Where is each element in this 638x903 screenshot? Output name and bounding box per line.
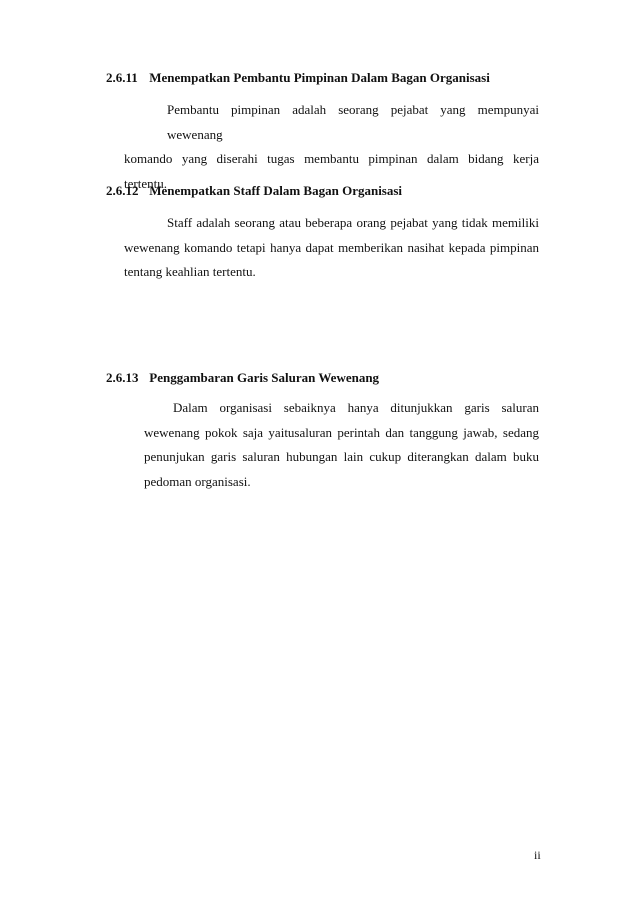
section-number: 2.6.12 bbox=[106, 183, 139, 198]
paragraph-line: wewenang komando tetapi hanya dapat memberikan nasihat kepada pimpinan bbox=[124, 239, 539, 255]
paragraph-line: Pembantu pimpinan adalah seorang pejabat yang mempunyai wewenang bbox=[167, 102, 539, 142]
section-paragraph-2-6-11 bbox=[124, 98, 539, 196]
section-heading-2-6-12 bbox=[106, 183, 402, 199]
section-paragraph-2-6-13 bbox=[144, 396, 539, 494]
section-title: Penggambaran Garis Saluran Wewenang bbox=[149, 370, 380, 385]
paragraph-line: Staff adalah seorang atau beberapa orang pejabat yang tidak memiliki bbox=[167, 215, 539, 230]
paragraph-line: Dalam organisasi sebaiknya hanya ditunjukkan garis saluran bbox=[173, 400, 539, 415]
paragraph-line: tentang keahlian tertentu. bbox=[124, 264, 256, 279]
section-number: 2.6.11 bbox=[106, 70, 138, 85]
section-heading-2-6-11 bbox=[106, 70, 490, 86]
paragraph-line: wewenang pokok saja yaitusaluran perintah dan tanggung jawab, sedang bbox=[144, 424, 539, 440]
paragraph-line: komando yang diserahi tugas membantu pimpinan dalam bidang kerja bbox=[124, 151, 539, 166]
page-number: ii bbox=[534, 848, 541, 862]
section-title: Menempatkan Pembantu Pimpinan Dalam Bagan Organisasi bbox=[149, 70, 490, 85]
section-number: 2.6.13 bbox=[106, 370, 139, 385]
section-title: Menempatkan Staff Dalam Bagan Organisasi bbox=[149, 183, 403, 198]
section-heading-2-6-13 bbox=[106, 370, 379, 386]
paragraph-line: penunjukan garis saluran hubungan lain cukup diterangkan dalam buku bbox=[144, 449, 539, 464]
paragraph-line: tertentu. bbox=[124, 175, 167, 191]
paragraph-line: pedoman organisasi. bbox=[144, 473, 251, 489]
section-paragraph-2-6-12 bbox=[124, 211, 539, 285]
